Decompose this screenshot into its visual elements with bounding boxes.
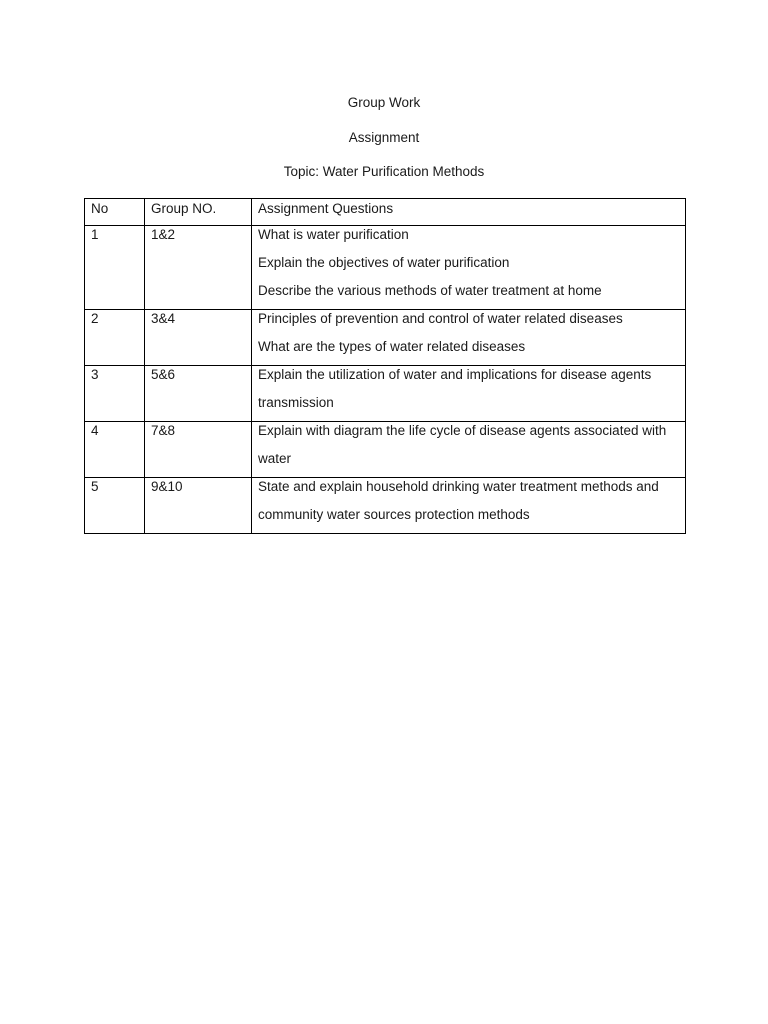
cell-questions — [252, 478, 686, 534]
cell-questions — [252, 310, 686, 366]
question-line: water — [258, 451, 292, 466]
cell-group: 5&6 — [145, 366, 252, 422]
cell-no: 4 — [85, 422, 145, 478]
table-row — [85, 422, 686, 478]
assignment-table — [84, 198, 686, 534]
cell-questions — [252, 366, 686, 422]
header-assignment-questions: Assignment Questions — [252, 199, 686, 226]
doc-title-assignment: Assignment — [348, 130, 420, 145]
cell-group: 3&4 — [145, 310, 252, 366]
question-line: What are the types of water related diseases — [258, 339, 526, 354]
question-line: Explain the utilization of water and implications for disease agents — [258, 367, 652, 382]
table-row — [85, 366, 686, 422]
header-group-no: Group NO. — [145, 199, 252, 226]
question-line: transmission — [258, 395, 334, 410]
cell-questions — [252, 226, 686, 310]
header-no: No — [85, 199, 145, 226]
cell-no: 3 — [85, 366, 145, 422]
question-line: Describe the various methods of water treatment at home — [258, 283, 602, 298]
cell-no: 5 — [85, 478, 145, 534]
table-row — [85, 226, 686, 310]
question-line: Principles of prevention and control of water related diseases — [258, 311, 623, 326]
question-line: Explain with diagram the life cycle of disease agents associated with — [258, 423, 667, 438]
doc-title-group-work: Group Work — [347, 95, 421, 110]
question-line: community water sources protection methods — [258, 507, 530, 522]
question-line: Explain the objectives of water purification — [258, 255, 510, 270]
table-row — [85, 310, 686, 366]
doc-topic: Topic: Water Purification Methods — [283, 164, 485, 179]
cell-no: 2 — [85, 310, 145, 366]
cell-group: 1&2 — [145, 226, 252, 310]
cell-questions — [252, 422, 686, 478]
table-row — [85, 478, 686, 534]
cell-group: 9&10 — [145, 478, 252, 534]
cell-no: 1 — [85, 226, 145, 310]
cell-group: 7&8 — [145, 422, 252, 478]
question-line: State and explain household drinking water treatment methods and — [258, 479, 659, 494]
question-line: What is water purification — [258, 227, 409, 242]
